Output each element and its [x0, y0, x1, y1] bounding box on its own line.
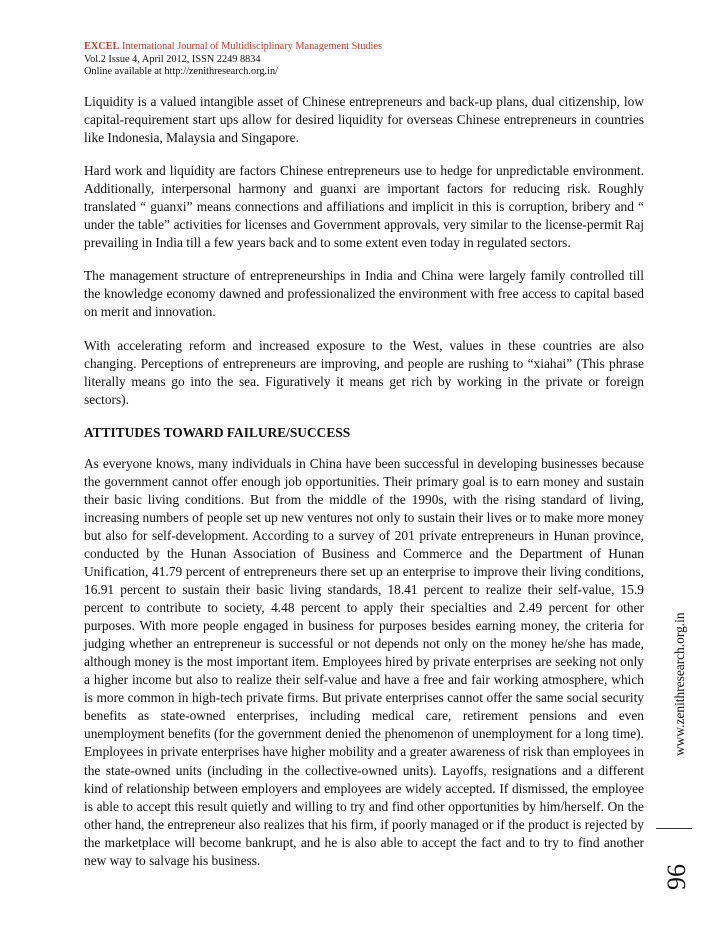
- article-body: [84, 93, 644, 885]
- paragraph-liquidity: Liquidity is a valued intangible asset of Chinese entrepreneurs and back-up plans, dual citizenship, low capital-requirement start ups allow for desired liquidity for overseas Chinese entrepreneurs in countries like Indonesia, Malaysia and Singapore.: [84, 94, 644, 146]
- journal-brand: EXCEL: [84, 41, 120, 52]
- page-number-rule: [656, 828, 692, 829]
- section-heading: ATTITUDES TOWARD FAILURE/SUCCESS: [84, 424, 351, 440]
- journal-header: [84, 41, 644, 79]
- page-number: 96: [662, 864, 691, 890]
- paragraph-hard-work: Hard work and liquidity are factors Chinese entrepreneurs use to hedge for unpredictable environment. Additionally, interpersonal harmony and guanxi are important factors for reducing risk. Roughly translated “ guanxi” means connections and affiliations and implicit in this is corruption, bribery and “ under the table” activities for licenses and Government approvals, very similar to the license-permit Raj prevailing in India till a few years back and to some extent even today in regulated sectors.: [84, 163, 644, 251]
- paragraph-attitudes: As everyone knows, many individuals in China have been successful in developing businesses because the government cannot offer enough job opportunities. Their primary goal is to earn money and sustain their basic living conditions. But from the middle of the 1990s, with the rising standard of living, increasing numbers of people set up new ventures not only to sustain their lives or to make more money but also for self-development. According to a survey of 201 private entrepreneurs in Hunan province, conducted by the Hunan Association of Business and Commerce and the Department of Hunan Unification, 41.79 percent of entrepreneurs there set up an enterprise to improve their living conditions, 16.91 percent to sustain their basic living standards, 18.41 percent to realize their self-value, 15.9 percent to contribute to society, 4.48 percent to apply their specialties and 2.49 percent for other purposes. With more people engaged in business for purposes besides earning money, the criteria for judging whether an entrepreneur is successful or not depends not only on the money he/she has made, although money is the most important item. Employees hired by private enterprises are seeking not only a higher income but also to realize their self-value and have a free and fair working atmosphere, which is more common in high-tech private firms. But private enterprises cannot offer the same social security benefits as state-owned enterprises, including medical care, retirement pensions and even unemployment benefits (for the government denied the phenomenon of unemployment for a long time). Employees in private enterprises have higher mobility and a greater awareness of risk than employees in the state-owned units (including in the collective-owned units). Layoffs, resignations and a different kind of relationship between employers and employees are widely accepted. If dismissed, the employee is able to accept this result quietly and willing to try and find other opportunities by him/herself. On the other hand, the entrepreneur also realizes that his firm, if poorly managed or if the product is rejected by the marketplace will become bankrupt, and he is also able to accept the fact and to try to find another new way to salvage his business.: [84, 455, 644, 868]
- journal-title: [84, 41, 644, 54]
- margin-site-url: www.zenithresearch.org.in: [672, 612, 687, 756]
- journal-name: International Journal of Multidisciplinary Management Studies: [119, 41, 382, 52]
- paragraph-reform: With accelerating reform and increased exposure to the West, values in these countries are also changing. Perceptions of entrepreneurs are improving, and people are rushing to “xiahai” (This phrase literally means go into the sea. Figuratively it means get rich by working in the private or foreign sectors).: [84, 337, 644, 407]
- paragraph-management-structure: The management structure of entrepreneurships in India and China were largely family controlled till the knowledge economy dawned and professionalized the environment with free access to capital based on merit and innovation.: [84, 268, 644, 320]
- volume-line: Vol.2 Issue 4, April 2012, ISSN 2249 8834: [84, 53, 261, 65]
- online-line: Online available at http://zenithresearch.org.in/: [84, 66, 278, 77]
